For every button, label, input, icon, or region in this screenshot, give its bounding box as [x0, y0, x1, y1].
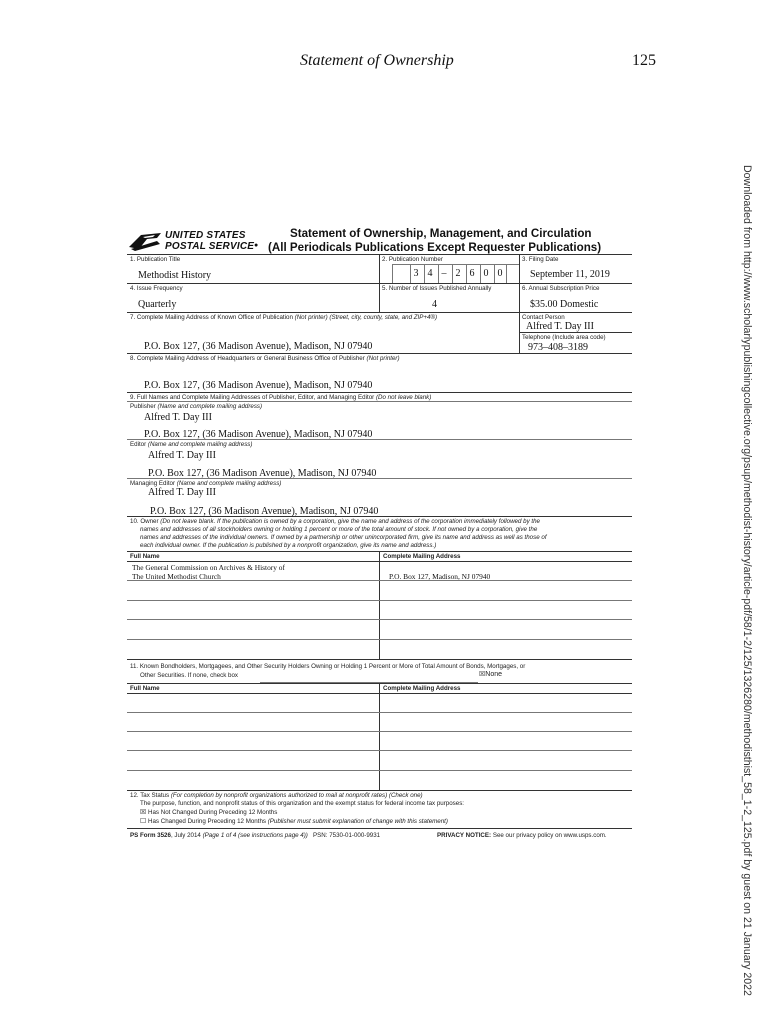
logo-line-1: UNITED STATES — [165, 230, 246, 241]
telephone-label: Telephone (Include area code) — [522, 334, 606, 341]
issue-frequency-label: 4. Issue Frequency — [130, 285, 183, 292]
filing-date-value: September 11, 2019 — [530, 269, 610, 280]
logo-line-2: POSTAL SERVICE — [165, 241, 255, 252]
tax-status-text: The purpose, function, and nonprofit status of this organization and the exempt status for federal income tax purposes: — [140, 800, 465, 807]
pub-number-digit: 6 — [469, 268, 475, 279]
managing-editor-name: Alfred T. Day III — [148, 487, 216, 498]
tax-status-option-1: ☒ Has Not Changed During Preceding 12 Months — [140, 809, 278, 816]
privacy-notice: PRIVACY NOTICE: See our privacy policy on www.usps.com. — [437, 832, 607, 839]
checkbox-empty-icon: ☐ — [140, 818, 147, 825]
bondholder-address-header: Complete Mailing Address — [383, 685, 461, 692]
contact-person-value: Alfred T. Day III — [526, 321, 594, 332]
pub-number-digit: 4 — [427, 268, 433, 279]
issue-frequency-value: Quarterly — [138, 299, 177, 310]
publication-number-label: 2. Publication Number — [382, 256, 443, 263]
filing-date-label: 3. Filing Date — [522, 256, 559, 263]
pub-number-digit: 2 — [455, 268, 461, 279]
managing-editor-address: P.O. Box 127, (36 Madison Avenue), Madison, NJ 07940 — [150, 506, 379, 517]
editor-address: P.O. Box 127, (36 Madison Avenue), Madison, NJ 07940 — [148, 468, 377, 479]
publication-title-value: Methodist History — [138, 270, 212, 281]
publisher-label: Publisher (Name and complete mailing address) — [130, 403, 263, 410]
names-addresses-label: 9. Full Names and Complete Mailing Addresses of Publisher, Editor, and Managing Editor (Do not leave blank) — [130, 394, 432, 401]
tax-status-label: 12. Tax Status (For completion by nonprofit organizations authorized to mail at nonprofit rates) (Check one) — [130, 792, 423, 799]
bondholder-full-name-header: Full Name — [130, 685, 160, 692]
owner-instructions: each individual owner. If the publication is published by a nonprofit organization, give its name and address.) — [140, 542, 437, 549]
issues-annually-value: 4 — [432, 299, 437, 310]
eagle-icon — [127, 229, 163, 253]
bondholders-label-2: Other Securities. If none, check box — [140, 672, 239, 679]
form-title-line-1: Statement of Ownership, Management, and Circulation — [290, 227, 592, 240]
owner-instructions: names and addresses of the individual owners. If owned by a partnership or other unincorporated firm, give its name and address as well as those of — [140, 534, 547, 541]
publisher-name: Alfred T. Day III — [144, 412, 212, 423]
download-note-text: Downloaded from http://www.scholarlypublishingcollective.org/psup/methodist-history/article-pdf/58/1-2/125/1326280/methodisthist_58_1-2_125.pdf by guest on 21 January 2022 — [741, 165, 753, 996]
checkbox-checked-icon: ☒ — [479, 671, 486, 678]
subscription-price-value: $35.00 Domestic — [530, 299, 599, 310]
pub-number-digit: – — [441, 268, 447, 279]
running-head: Statement of Ownership — [300, 52, 454, 69]
managing-editor-label: Managing Editor (Name and complete mailing address) — [130, 480, 282, 487]
tax-status-option-2: ☐ Has Changed During Preceding 12 Months (Publisher must submit explanation of change with this statement) — [140, 818, 448, 825]
owner-label: 10. Owner (Do not leave blank. If the publication is owned by a corporation, give the name and address of the corporation immediately followed by the — [130, 518, 541, 525]
pub-number-digit: 0 — [483, 268, 489, 279]
pub-number-digit: 0 — [497, 268, 503, 279]
editor-label: Editor (Name and complete mailing address) — [130, 441, 253, 448]
download-note — [737, 165, 757, 996]
owner-instructions: names and addresses of all stockholders owning or holding 1 percent or more of the total amount of stock. If not owned by a corporation, give the — [140, 526, 538, 533]
telephone-value: 973–408–3189 — [528, 342, 588, 353]
headquarters-address-label: 8. Complete Mailing Address of Headquarters or General Business Office of Publisher (Not printer) — [130, 355, 400, 362]
issues-annually-label: 5. Number of Issues Published Annually — [382, 285, 492, 292]
checkbox-checked-icon: ☒ — [140, 809, 147, 816]
owner-address-header: Complete Mailing Address — [383, 553, 461, 560]
page-number: 125 — [632, 52, 656, 69]
owner-address: P.O. Box 127, Madison, NJ 07940 — [389, 572, 491, 581]
office-address-value: P.O. Box 127, (36 Madison Avenue), Madison, NJ 07940 — [144, 341, 373, 352]
headquarters-address-value: P.O. Box 127, (36 Madison Avenue), Madison, NJ 07940 — [144, 380, 373, 391]
registered-mark: ● — [254, 242, 259, 249]
form-footer: PS Form 3526, July 2014 (Page 1 of 4 (see instructions page 4)) PSN: 7530-01-000-9931 — [130, 832, 381, 839]
publisher-address: P.O. Box 127, (36 Madison Avenue), Madison, NJ 07940 — [144, 429, 373, 440]
contact-person-label: Contact Person — [522, 314, 565, 321]
usps-logo — [127, 229, 257, 253]
form-title-line-2: (All Periodicals Publications Except Requester Publications) — [268, 241, 602, 254]
editor-name: Alfred T. Day III — [148, 450, 216, 461]
publication-title-label: 1. Publication Title — [130, 256, 181, 263]
owner-full-name-header: Full Name — [130, 553, 160, 560]
bondholders-none: ☒None — [479, 671, 503, 678]
office-address-label: 7. Complete Mailing Address of Known Office of Publication (Not printer) (Street, city, county, state, and ZIP+4®) — [130, 314, 438, 321]
owner-name-line-1: The General Commission on Archives & History of — [132, 563, 285, 572]
owner-name-line-2: The United Methodist Church — [132, 572, 221, 581]
subscription-price-label: 6. Annual Subscription Price — [522, 285, 600, 292]
bondholders-label: 11. Known Bondholders, Mortgagees, and Other Security Holders Owning or Holding 1 Percent or More of Total Amount of Bonds, Mortgages, or — [130, 663, 526, 670]
pub-number-digit: 3 — [413, 268, 419, 279]
